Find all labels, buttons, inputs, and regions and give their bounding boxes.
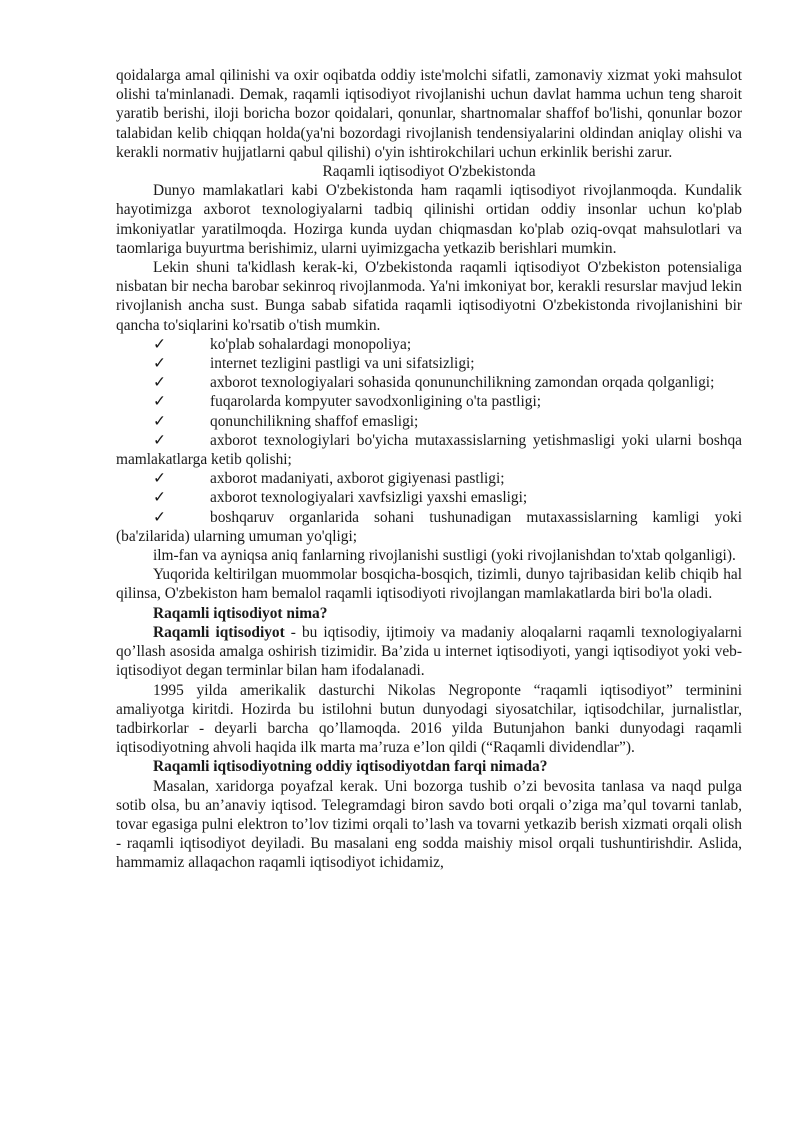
checkmark-icon: ✓ — [153, 335, 166, 353]
definition-text: - bu iqtisodiy, ijtimoiy va madaniy aloqalarni raqamli texnologiyalarni qo’llash asosida amalga oshirish tizimidir. Ba’zida u internet iqtisodiyoti, yangi iqtisodiyot yoki veb-iqtisodiyot degan terminlar bilan ham ifodalanadi. — [116, 623, 742, 680]
list-item-text: fuqarolarda kompyuter savodxonligining o'ta pastligi; — [210, 393, 542, 411]
checkmark-icon: ✓ — [153, 355, 166, 373]
list-item — [116, 373, 742, 392]
paragraph-5 — [116, 623, 742, 681]
checkmark-icon: ✓ — [153, 374, 166, 392]
list-item — [116, 508, 742, 546]
heading-what-is-digital-economy: Raqamli iqtisodiyot nima? — [153, 604, 328, 622]
list-item-text: axborot texnologiyalari xavfsizligi yaxshi emasligi; — [210, 489, 528, 507]
term-bold: Raqamli iqtisodiyot — [153, 623, 285, 641]
list-item — [116, 354, 742, 373]
checkmark-icon: ✓ — [153, 431, 166, 449]
paragraph-1: Dunyo mamlakatlari kabi O'zbekistonda ham raqamli iqtisodiyot rivojlanmoqda. Kundalik hayotimizga axborot texnologiyalarni tadbiq qilinishi ortidan oddiy insonlar uchun ko'plab imkoniyatlar yaratilmoqda. Hozirga kunda uydan chiqmasdan ko'plab oziq-ovqat mahsulotlari va taomlariga buyurtma berishimiz, ularni uyimizgacha yetkazib berishlari mumkin. — [116, 182, 742, 257]
paragraph-6: 1995 yilda amerikalik dasturchi Nikolas Negroponte “raqamli iqtisodiyot” terminini amaliyotga kiritdi. Hozirda bu istilohni butun dunyodagi siyosatchilar, iqtisodchilar, jurnalistlar, tadbirkorlar - deyarli barcha qo’llamoqda. 2016 yilda Butunjahon banki dunyodagi raqamli iqtisodiyotning ahvoli haqida ilk marta ma’ruza e’lon qildi (“Raqamli dividendlar”). — [116, 681, 742, 757]
checkmark-icon: ✓ — [153, 412, 166, 430]
paragraph-2: Lekin shuni ta'kidlash kerak-ki, O'zbekistonda raqamli iqtisodiyot O'zbekiston potensialiga nisbatan bir necha barobar sekinroq rivojlanmoda. Ya'ni imkoniyat bor, kerakli resurslar mavjud lekin rivojlanish ancha sust. Bunga sabab sifatida raqamli iqtisodiyotni O'zbekistonda rivojlanishini bir qancha to'siqlarini ko'rsatib o'tish mumkin. — [116, 259, 742, 334]
list-item — [116, 469, 742, 488]
section-title: Raqamli iqtisodiyot O'zbekistonda — [322, 163, 536, 181]
heading-difference: Raqamli iqtisodiyotning oddiy iqtisodiyotdan farqi nimada? — [153, 758, 548, 776]
list-item-text: boshqaruv organlarida sohani tushunadigan mutaxassislarning kamligi yoki (ba'zilarida) ularning umuman yo'qligi; — [116, 508, 742, 545]
list-item — [116, 335, 742, 354]
list-item — [116, 412, 742, 431]
list-item-text: axborot texnologiylari bo'yicha mutaxassislarning yetishmasligi yoki ularni boshqa mamlakatlarga ketib qolishi; — [116, 431, 742, 469]
list-item-text: internet tezligini pastligi va uni sifatsizligi; — [210, 355, 475, 373]
paragraph-3: ilm-fan va ayniqsa aniq fanlarning rivojlanishi sustligi (yoki rivojlanishdan to'xtab qolganligi). — [153, 547, 736, 565]
checkmark-icon: ✓ — [153, 508, 166, 526]
list-item — [116, 431, 742, 469]
list-item — [116, 488, 742, 507]
paragraph-7: Masalan, xaridorga poyafzal kerak. Uni bozorga tushib o’zi bevosita tanlasa va naqd pulga sotib olsa, bu an’anaviy iqtisod. Telegramdagi biron savdo boti orqali o’ziga ma’qul tovarni tanlab, tovar egasiga pulni elektron to’lov tizimi orqali to’lash va tovarni yetkazib berish xizmati orqali olish - raqamli iqtisodiyot deyiladi. Bu masalani eng sodda maishiy misol orqali tushuntirishdir. Aslida, hammamiz allaqachon raqamli iqtisodiyot ichidamiz, — [116, 777, 742, 872]
intro-paragraph: qoidalarga amal qilinishi va oxir oqibatda oddiy iste'molchi sifatli, zamonaviy xizmat yoki mahsulot olishi ta'minlanadi. Demak, raqamli iqtisodiyot rivojlanishi uchun davlat hamma uchun teng sharoit yaratib berishi, iloji boricha bozor qoidalari, qonunlar, shartnomalar shaffof bo'lishi, qonunlar bozor talabidan kelib chiqqan holda(ya'ni bozordagi rivojlanish tendensiyalarini oldindan aniqlay olishi va kerakli normativ hujjatlarni qabul qilishi) o'yin ishtirokchilari uchun erkinlik berishi zarur. — [116, 67, 742, 161]
paragraph-4: Yuqorida keltirilgan muommolar bosqicha-bosqich, tizimli, dunyo tajribasidan kelib chiqib hal qilinsa, O'zbekiston ham bemalol raqamli iqtisodiyoti rivojlangan mamlakatlarda biri bo'la oladi. — [116, 566, 742, 603]
checkmark-icon: ✓ — [153, 489, 166, 507]
list-item-text: qonunchilikning shaffof emasligi; — [210, 412, 419, 430]
document-page — [116, 66, 742, 873]
list-item-text: axborot texnologiyalari sohasida qonununchilikning zamondan orqada qolganligi; — [210, 374, 715, 392]
checkmark-icon: ✓ — [153, 470, 166, 488]
list-item — [116, 392, 742, 411]
checkmark-icon: ✓ — [153, 393, 166, 411]
list-item-text: axborot madaniyati, axborot gigiyenasi pastligi; — [210, 470, 505, 488]
list-item-text: ko'plab sohalardagi monopoliya; — [210, 335, 412, 353]
